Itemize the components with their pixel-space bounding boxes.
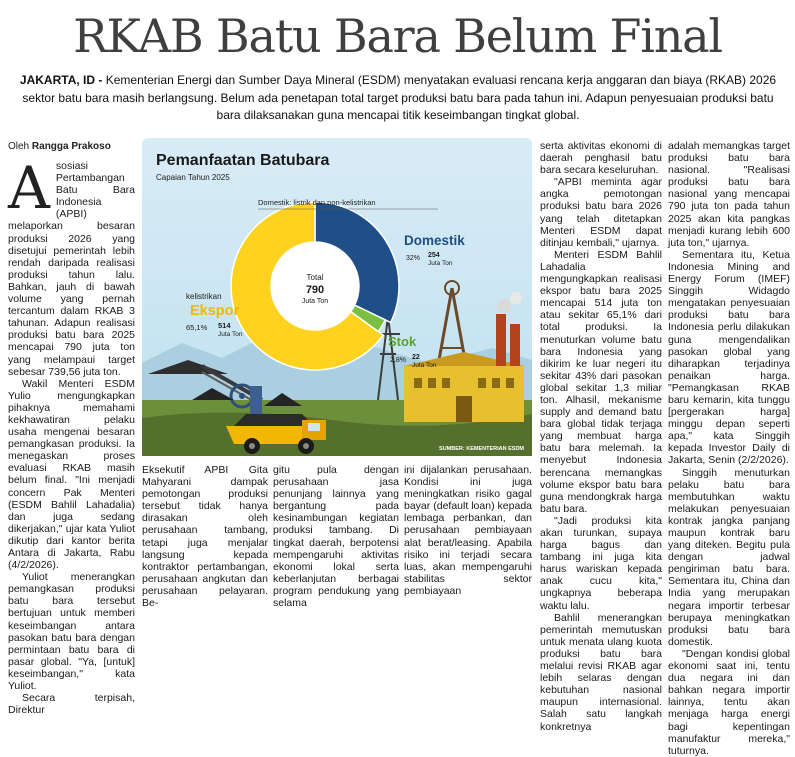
paragraph: Secara terpisah, Direktur — [8, 692, 135, 717]
article-column-6 — [668, 140, 790, 757]
paragraph: Eksekutif APBI Gita Mahyarani dampak pemotongan produksi tersebut tidak hanya dirasakan oleh perusahaan tambang, tetapi juga menjalar langsung kepada kontraktor pertambangan, perusahaan angkutan dan perusahaan pelayaran. Be- — [142, 464, 268, 610]
article-column-3 — [273, 464, 399, 610]
label-stok-value: 22 — [412, 354, 420, 361]
paragraph: ini dijalankan perusahaan. Kondisi ini juga meningkatkan risiko gagal bayar (default loan) kepada lembaga perbankan, dan perusahaan pembiayaan alat berat/leasing. Apabila risiko ini terjadi secara luas, akan mempengaruhi stabilitas sektor pembiayaan — [404, 464, 532, 597]
paragraph: Bahlil menerangkan pemerintah memutuskan untuk menata ulang kuota produksi batu bara melalui revisi RKAB agar lebih selaras dengan kebutuhan nasional maupun internasional. Salah satu langkah konkretnya — [540, 611, 662, 733]
label-ekspor-prefix: kelistrikan — [186, 292, 222, 301]
article-column-4 — [404, 464, 532, 599]
paragraph: serta aktivitas ekonomi di daerah penghasil batu bara secara keseluruhan. — [540, 140, 662, 177]
paragraph: "Jadi produksi kita akan turunkan, supaya harga bagus dan tambang ini juga kita harus wariskan kepada anak cucu kita," ungkapnya beberapa waktu lalu. — [540, 514, 662, 612]
dropcap: A — [8, 154, 50, 222]
article-column-5 — [540, 140, 662, 733]
article-column-2 — [142, 464, 268, 610]
byline — [8, 141, 111, 152]
paragraph: Singgih menuturkan pelaku batu bara membutuhkan waktu melakukan penyesuaian kontrak jangka panjang maupun kontrak baru yang diteken. Begitu pula dengan jadwal pengiriman batu bara. Sementara itu, China dan India yang merupakan negara importir terbesar berupaya meningkatkan produksi batu bara domestik. — [668, 466, 790, 648]
domestic-group-label: Domestik: listrik dan non-kelistrikan — [258, 198, 376, 207]
infographic — [142, 138, 532, 456]
paragraph: "APBI meminta agar angka pemotongan produksi batu bara 2026 yang telah ditetapkan Menteri ESDM dapat ditinjau kembali," ujarnya. — [540, 176, 662, 249]
label-ekspor-name: Ekspor — [190, 303, 240, 319]
paragraph: Menteri ESDM Bahlil Lahadalia mengungkapkan realisasi ekspor batu bara 2025 mencapai 514 juta ton atau sekitar 65,1% dari total produksi. Ia menuturkan volume batu bara Indonesia yang dikirim ke luar negeri itu sekitar 43% dari pasokan global sekitar 1,3 miliar ton. Alhasil, mekanisme supply and demand batu bara global tidak terjaga yang membuat harga batu bara melemah. Ia menyebut Indonesia berencana memangkas volume ekspor batu bara guna mendongkrak harga batu bara. — [540, 248, 662, 515]
paragraph: Wakil Menteri ESDM Yulio mengungkapkan pihaknya memahami kekhawatiran pelaku usaha mengenai besaran pemangkasan produksi. Ia menegaskan proses evaluasi RKAB masih belum final. "Ini menjadi concern Pak Menteri (ESDM Bahlil Lahadalia) dan juga sedang dikerjakan," ujar kata Yuliot dikutip dari kantor berita Antara di Jakarta, Rabu (4/2/2026). — [8, 377, 135, 572]
infographic-chart — [142, 138, 532, 456]
label-ekspor-value: 514 — [218, 321, 231, 330]
info-subtitle: Capaian Tahun 2025 — [156, 173, 230, 182]
byline-prefix: Oleh — [8, 141, 30, 152]
article-column-1 — [8, 154, 135, 717]
paragraph: Yuliot menerangkan pemangkasan produksi batu bara tersebut bertujuan untuk memberi keseimbangan antara pasokan batu bara dengan permintaan batu bara di pasar global. "Ya, [untuk] keseimbangan," kata Yuliot. — [8, 571, 135, 693]
donut-total-label: Total — [306, 273, 324, 282]
headline: RKAB Batu Bara Belum Final — [73, 9, 722, 63]
paragraph: adalah memangkas target produksi batu bara nasional. "Realisasi produksi batu bara nasional yang mencapai 790 juta ton pada tahun 2025 akan kita pangkas menjadi kurang lebih 600 juta ton," ujarnya. — [668, 140, 790, 249]
donut-total-unit: Juta Ton — [301, 298, 329, 305]
paragraph — [8, 154, 135, 378]
lead-dateline: JAKARTA, ID - — [19, 73, 103, 87]
label-ekspor-unit: Juta Ton — [218, 331, 243, 338]
label-domestik-percent: 32% — [406, 255, 421, 262]
paragraph-text: sosiasi Pertambangan Batu Bara Indonesia (APBI) melaporkan besaran produksi 2026 yang disetujui pemerintah lebih rendah daripada realisasi produksi tahun lalu. Bahkan, jauh di bawah volume yang pernah tercantum dalam RKAB 3 tahunan. Adapun realisasi produksi batu bara 2025 mencapai 790 juta ton yang melampaui target sebesar 739,56 juta ton. — [8, 160, 135, 378]
info-source: SUMBER: KEMENTERIAN ESDM — [439, 446, 524, 452]
byline-name: Rangga Prakoso — [31, 141, 111, 152]
label-stok-percent: 2,8% — [390, 357, 406, 364]
label-domestik-name: Domestik — [404, 233, 465, 248]
info-title: Pemanfaatan Batubara — [156, 152, 330, 169]
paragraph: Sementara itu, Ketua Indonesia Mining and Energy Forum (IMEF) Singgih Widagdo mengatakan penyesuaian produksi batu bara Indonesia perlu dilakukan guna mengendalikan pasokan global yang diharapkan terjadinya penaikan harga. "Pemangkasan RKAB baru kemarin, kita tunggu [pergerakan harga] minggu depan seperti apa," kata Singgih kepada Investor Daily di Jakarta, Senin (2/2/2026). — [668, 248, 790, 467]
paragraph: gitu pula dengan perusahaan jasa penunjang lainnya yang bergantung pada kesinambungan kegiatan produksi tambang. Di tingkat daerah, berpotensi mempengaruhi aktivitas ekonomi lokal serta keberlanjutan berbagai program pendukung yang selama — [273, 464, 399, 610]
donut-total-value: 790 — [305, 284, 325, 296]
lead-text: Kementerian Energi dan Sumber Daya Mineral (ESDM) menyatakan evaluasi rencana kerja anggaran dan biaya (RKAB) 2026 sektor batu bara masih berlangsung. Belum ada penetapan total target produksi batu bara pada tahun ini. Adapun penyesuaian produksi batu bara dilaksanakan guna mencapai titik keseimbangan tingkat global. — [22, 73, 777, 122]
label-stok-name: Stok — [388, 334, 417, 349]
label-stok-unit: Juta Ton — [412, 362, 437, 369]
lead-paragraph — [14, 72, 782, 125]
paragraph: "Dengan kondisi global ekonomi saat ini, tentu dua negara ini dan bahkan negara importir lainnya, tentu akan menjaga harga energi bagi kepentingan manufaktur mereka," tuturnya. — [668, 647, 790, 757]
label-ekspor-percent: 65,1% — [186, 323, 208, 332]
label-domestik-value: 254 — [428, 252, 440, 259]
label-domestik-unit: Juta Ton — [428, 260, 453, 267]
